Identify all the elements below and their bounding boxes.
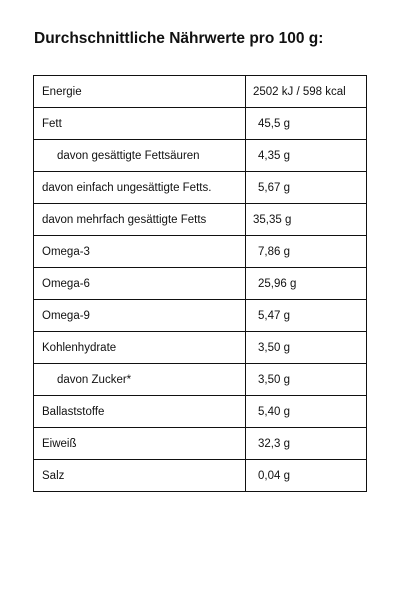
nutrient-value: 45,5 g bbox=[246, 108, 367, 140]
table-row bbox=[34, 236, 367, 268]
table-row bbox=[34, 140, 367, 172]
nutrient-label: davon gesättigte Fettsäuren bbox=[34, 140, 246, 172]
nutrient-value: 5,40 g bbox=[246, 396, 367, 428]
table-row bbox=[34, 460, 367, 492]
nutrient-label: Omega-3 bbox=[34, 236, 246, 268]
page-title: Durchschnittliche Nährwerte pro 100 g: bbox=[34, 30, 324, 47]
nutrient-label: davon mehrfach gesättigte Fetts bbox=[34, 204, 246, 236]
nutrient-label: davon einfach ungesättigte Fetts. bbox=[34, 172, 246, 204]
nutrient-value: 25,96 g bbox=[246, 268, 367, 300]
table-row bbox=[34, 300, 367, 332]
nutrient-value: 35,35 g bbox=[246, 204, 367, 236]
nutrient-value: 3,50 g bbox=[246, 364, 367, 396]
nutrient-value: 4,35 g bbox=[246, 140, 367, 172]
table-row bbox=[34, 428, 367, 460]
table-row bbox=[34, 332, 367, 364]
table-row bbox=[34, 108, 367, 140]
nutrient-value: 0,04 g bbox=[246, 460, 367, 492]
table-row bbox=[34, 396, 367, 428]
nutrient-label: Salz bbox=[34, 460, 246, 492]
nutrient-label: davon Zucker* bbox=[34, 364, 246, 396]
nutrient-value: 2502 kJ / 598 kcal bbox=[246, 76, 367, 108]
table-row bbox=[34, 204, 367, 236]
table-row bbox=[34, 268, 367, 300]
nutrient-value: 5,67 g bbox=[246, 172, 367, 204]
nutrient-label: Energie bbox=[34, 76, 246, 108]
nutrient-value: 5,47 g bbox=[246, 300, 367, 332]
nutrition-table bbox=[33, 75, 367, 492]
table-row bbox=[34, 76, 367, 108]
nutrient-value: 32,3 g bbox=[246, 428, 367, 460]
nutrient-label: Omega-9 bbox=[34, 300, 246, 332]
nutrient-value: 7,86 g bbox=[246, 236, 367, 268]
table-row bbox=[34, 364, 367, 396]
nutrient-label: Eiweiß bbox=[34, 428, 246, 460]
nutrient-label: Ballaststoffe bbox=[34, 396, 246, 428]
nutrient-label: Omega-6 bbox=[34, 268, 246, 300]
nutrient-label: Fett bbox=[34, 108, 246, 140]
nutrient-label: Kohlenhydrate bbox=[34, 332, 246, 364]
nutrient-value: 3,50 g bbox=[246, 332, 367, 364]
table-row bbox=[34, 172, 367, 204]
